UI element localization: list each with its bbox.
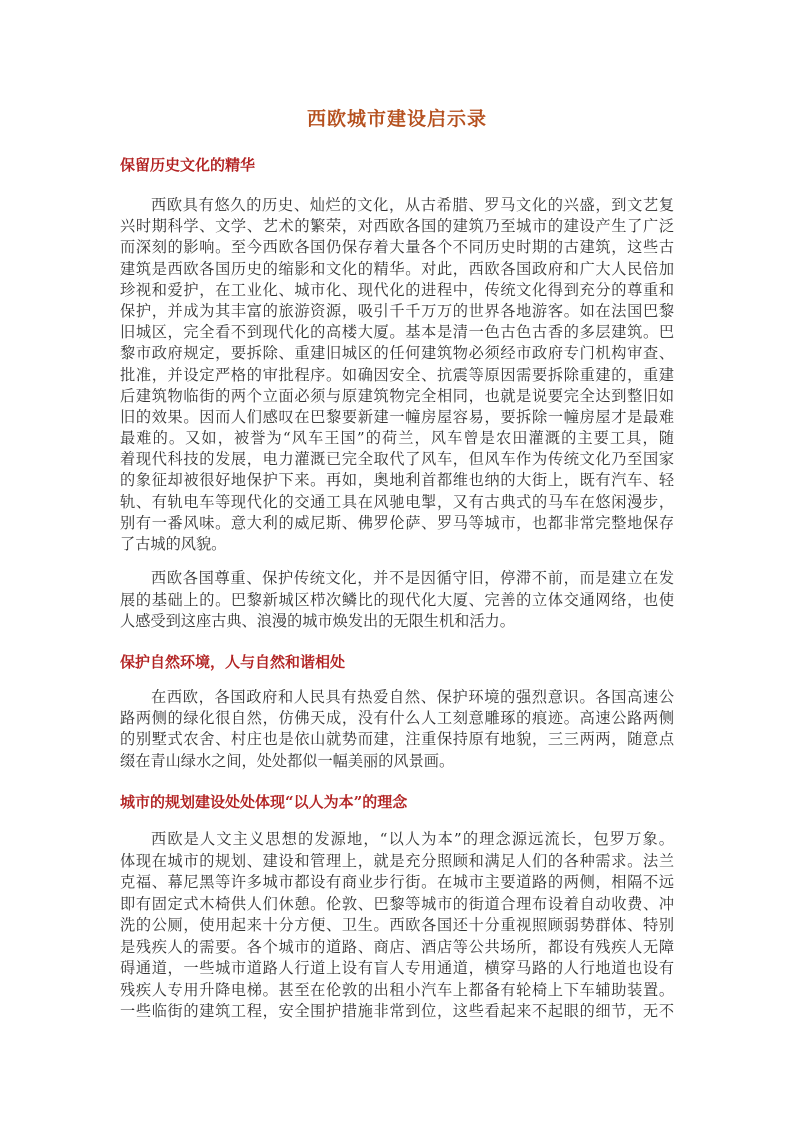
text-line: 后建筑物临街的两个立面必须与原建筑物完全相同，也就是说要完全达到整旧如 <box>120 386 674 405</box>
text-line: 西欧具有悠久的历史、灿烂的文化，从古希腊、罗马文化的兴盛，到文艺复 <box>151 196 674 214</box>
text-line: 着现代科技的发展，电力灌溉已完全取代了风车，但风车作为传统文化乃至国家 <box>120 450 674 469</box>
paragraph <box>120 195 674 555</box>
text-line: 旧城区，完全看不到现代化的高楼大厦。基本是清一色古色古香的多层建筑。巴 <box>120 323 674 342</box>
section-heading: 城市的规划建设处处体现“以人为本”的理念 <box>120 793 408 811</box>
text-line: 珍视和爱护，在工业化、城市化、现代化的进程中，传统文化得到充分的尊重和 <box>120 280 674 299</box>
text-line: 是残疾人的需要。各个城市的道路、商店、酒店等公共场所，都设有残疾人无障 <box>120 937 674 956</box>
text-line: 克福、幕尼黑等许多城市都设有商业步行街。在城市主要道路的两侧，相隔不远 <box>120 873 674 891</box>
text-line: 缀在青山绿水之间，处处都似一幅美丽的风景画。 <box>120 751 455 770</box>
text-line: 而深刻的影响。至今西欧各国仍保存着大量各个不同历史时期的古建筑，这些古 <box>120 238 674 257</box>
text-line: 黎市政府规定，要拆除、重建旧城区的任何建筑物必须经市政府专门机构审查、 <box>120 344 674 363</box>
text-line: 的别墅式农舍、村庄也是依山就势而建，注重保持原有地貌，三三两两，随意点 <box>120 730 674 749</box>
text-line: 在西欧，各国政府和人民具有热爱自然、保护环境的强烈意识。各国高速公 <box>151 688 674 706</box>
text-line: 轨、有轨电车等现代化的交通工具在风驰电掣，又有古典式的马车在悠闲漫步， <box>120 492 674 511</box>
text-line: 兴时期科学、文学、艺术的繁荣，对西欧各国的建筑乃至城市的建设产生了广泛 <box>120 217 674 236</box>
text-line: 路两侧的绿化很自然，仿佛天成，没有什么人工刻意雕琢的痕迹。高速公路两侧 <box>120 709 674 728</box>
paragraph <box>120 829 674 1023</box>
text-line: 体现在城市的规划、建设和管理上，就是充分照顾和满足人们的各种需求。法兰 <box>120 851 674 870</box>
text-line: 残疾人专用升降电梯。甚至在伦敦的出租小汽车上都备有轮椅上下车辅助装置。 <box>120 980 674 999</box>
text-line: 西欧是人文主义思想的发源地，“以人为本”的理念源远流长，包罗万象。 <box>151 830 674 848</box>
text-line: 展的基础上的。巴黎新城区栉次鳞比的现代化大厦、完善的立体交通网络，也使 <box>120 590 674 609</box>
section-heading: 保留历史文化的精华 <box>120 156 256 174</box>
text-line: 了古城的风貌。 <box>120 535 227 553</box>
text-line: 洗的公厕，使用起来十分方便、卫生。西欧各国还十分重视照顾弱势群体、特别 <box>120 916 674 934</box>
text-line: 批准，并设定严格的审批程序。如确因安全、抗震等原因需要拆除重建的，重建 <box>120 365 674 384</box>
text-line: 建筑是西欧各国历史的缩影和文化的精华。对此，西欧各国政府和广大人民倍加 <box>120 259 674 278</box>
paragraph <box>120 687 674 772</box>
text-line: 一些临街的建筑工程，安全围护措施非常到位，这些看起来不起眼的细节，无不 <box>120 1002 674 1020</box>
text-line: 最难的。又如，被誉为“风车王国”的荷兰，风车曾是农田灌溉的主要工具，随 <box>120 429 674 448</box>
text-line: 西欧各国尊重、保护传统文化，并不是因循守旧，停滞不前，而是建立在发 <box>151 569 674 587</box>
section-heading: 保护自然环境，人与自然和谐相处 <box>120 653 346 671</box>
document-title: 西欧城市建设启示录 <box>306 108 487 130</box>
text-line: 的象征却被很好地保护下来。再如，奥地利首都维也纳的大街上，既有汽车、轻 <box>120 471 674 490</box>
paragraph <box>120 568 674 633</box>
text-line: 保护，并成为其丰富的旅游资源，吸引千千万万的世界各地游客。如在法国巴黎 <box>120 301 674 320</box>
text-line: 人感受到这座古典、浪漫的城市焕发出的无限生机和活力。 <box>120 612 515 630</box>
text-line: 即有固定式木椅供人们休憩。伦敦、巴黎等城市的街道合理布设着自动收费、冲 <box>120 894 674 913</box>
text-line: 碍通道，一些城市道路人行道上设有盲人专用通道，横穿马路的人行地道也设有 <box>120 959 674 977</box>
text-line: 别有一番风味。意大利的威尼斯、佛罗伦萨、罗马等城市，也都非常完整地保存 <box>120 513 674 532</box>
text-line: 旧的效果。因而人们感叹在巴黎要新建一幢房屋容易，要拆除一幢房屋才是最难 <box>120 407 674 426</box>
